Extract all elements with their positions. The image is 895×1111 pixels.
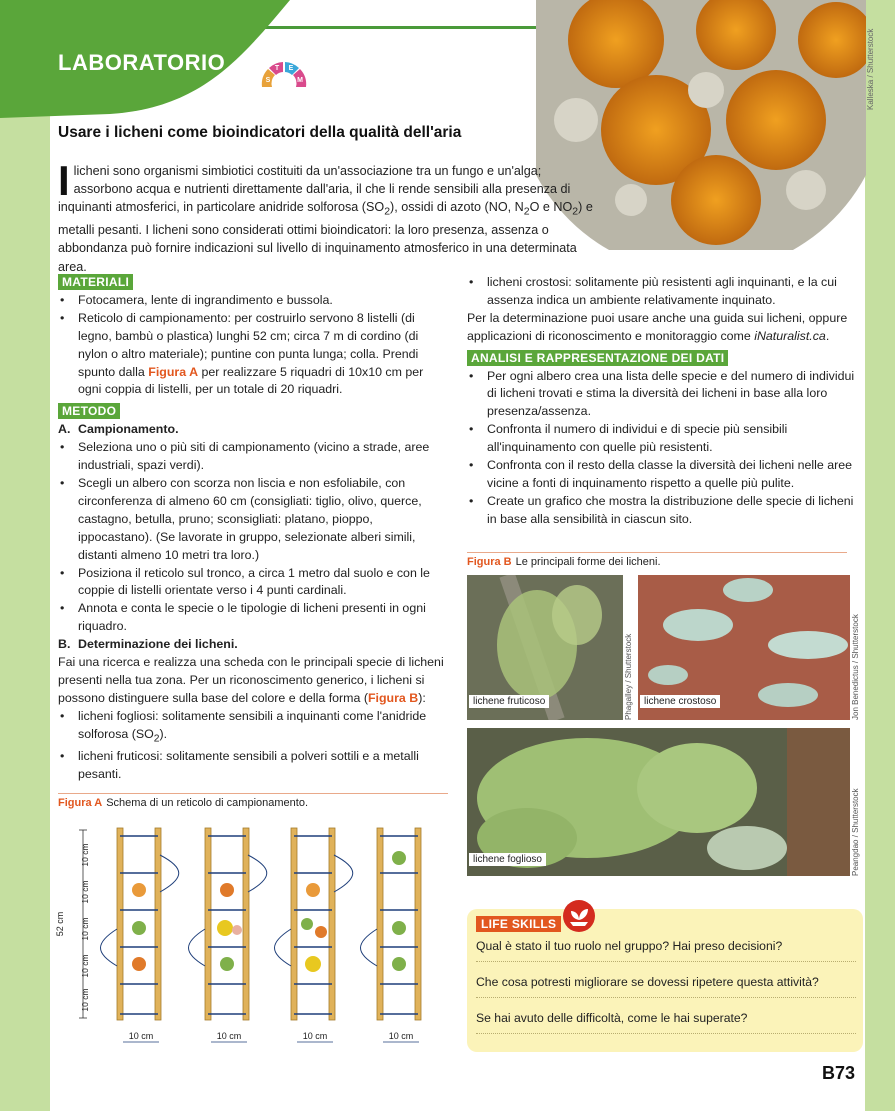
- row-label: 10 cm: [80, 954, 90, 978]
- list-item: • Seleziona uno o più siti di campionamento (vicino a strade, aree industriali, spazi verdi).: [58, 439, 450, 475]
- page-number: B73: [822, 1063, 856, 1083]
- step-b-heading: B. Determinazione dei licheni.: [58, 637, 238, 652]
- list-item: • Annota e conta le specie o le tipologie di licheni presenti in ogni riquadro.: [58, 600, 450, 636]
- lichen-marker: [220, 957, 234, 971]
- lichen-marker: [220, 883, 234, 897]
- lichen-marker: [315, 926, 327, 938]
- photo-label: lichene crostoso: [640, 695, 720, 708]
- stem-letter-e: E: [288, 65, 294, 72]
- list-item: • Create un grafico che mostra la distribuzione delle specie di licheni in base alla sensibilità in ciascun sito.: [467, 493, 857, 529]
- lichen-marker: [305, 956, 321, 972]
- stem-letter-t: T: [274, 65, 280, 72]
- column-width-label: 10 cm: [128, 1031, 154, 1041]
- sampling-grid-diagram: [55, 818, 455, 1058]
- photo-credit: Kalleska / Shutterstock: [866, 28, 875, 110]
- column-width-label: 10 cm: [216, 1031, 242, 1041]
- right-margin-band: [865, 0, 895, 1111]
- figure-a-reference: Figura A: [148, 364, 199, 379]
- drop-cap: I: [58, 157, 70, 204]
- metodo-label: METODO: [58, 403, 120, 419]
- lichen-marker: [306, 883, 320, 897]
- reflection-question: Qual è stato il tuo ruolo nel gruppo? Hai preso decisioni?: [476, 939, 856, 962]
- photo-label: lichene foglioso: [469, 853, 546, 866]
- row-label: 10 cm: [80, 880, 90, 904]
- list-item: • licheni fogliosi: solitamente sensibili a inquinanti come l'anidride solforosa $(SO_2)$.: [58, 708, 450, 748]
- photo-label: lichene fruticoso: [469, 695, 549, 708]
- life-skills-label: LIFE SKILLS: [476, 916, 561, 932]
- lichen-marker: [232, 925, 242, 935]
- lichen-types-list-continued: [467, 274, 857, 310]
- photo-credit: Peangdao / Shutterstock: [851, 788, 860, 876]
- list-item: • Scegli un albero con scorza non liscia e non esfoliabile, con circonferenza di almeno 60 cm (consigliati: tiglio, olivo, querce, castagno, betulla, pruno; sconsigliati: platano, pioppo, ippocastano). (Se lavorate in gruppo, selezionate alberi simili, distanti almeno 10 metri tra loro.): [58, 475, 450, 565]
- lichen-marker: [132, 921, 146, 935]
- right-column: [467, 274, 857, 529]
- list-item: • Reticolo di campionamento: per costruirlo servono 8 listelli (di legno, bambù o plastica) lunghi 52 cm; circa 7 m di cordino (di nylon o altro materiale); puntine con punta lunga; colla. Prendi spunto dalla Figura A per realizzare 5 riquadri di 10x10 cm per ogni coppia di listelli, per un totale di 20 riquadri.: [58, 310, 450, 400]
- reflection-question: Se hai avuto delle difficoltà, come le hai superate?: [476, 1011, 856, 1034]
- row-label: 10 cm: [80, 843, 90, 867]
- figure-a-caption: Figura A Schema di un reticolo di campionamento.: [58, 793, 448, 809]
- determinazione-guide-paragraph: Per la determinazione puoi usare anche una guida sui licheni, oppure applicazioni di riconoscimento e monitoraggio come iNaturalist.ca.: [467, 310, 848, 343]
- figure-b-caption: Figura B Le principali forme dei licheni.: [467, 552, 847, 568]
- materiali-label: MATERIALI: [58, 274, 133, 290]
- plant-hand-icon: [563, 900, 595, 932]
- lichen-marker: [132, 883, 146, 897]
- section-title: LABORATORIO: [58, 50, 226, 75]
- figure-b-reference: Figura B: [367, 690, 419, 705]
- lichen-types-list: [58, 708, 450, 784]
- analisi-label: ANALISI E RAPPRESENTAZIONE DEI DATI: [467, 350, 728, 366]
- foliose-lichen-photo: [467, 728, 850, 876]
- lichen-marker: [392, 851, 406, 865]
- list-item: • Confronta con il resto della classe la diversità dei licheni nelle aree vicine a fonti di inquinamento rispetto a quelle più pulite.: [467, 457, 857, 493]
- row-label: 10 cm: [80, 917, 90, 941]
- lichen-marker: [392, 957, 406, 971]
- reflection-question: Che cosa potresti migliorare se dovessi ripetere questa attività?: [476, 975, 856, 998]
- fruticose-lichen-photo: [467, 575, 623, 720]
- stem-letter-m: M: [297, 77, 303, 84]
- photo-credit: Jon Benedictus / Shutterstock: [851, 614, 860, 720]
- list-item: • Posiziona il reticolo sul tronco, a circa 1 metro dal suolo e con le coppie di listelli orientate verso i 4 punti cardinali.: [58, 565, 450, 601]
- page-title: Usare i licheni come bioindicatori della qualità dell'aria: [58, 124, 462, 141]
- determinazione-paragraph: Fai una ricerca e realizza una scheda con le principali specie di licheni presenti nella tua zona. Per un riconoscimento generico, i licheni si possono distinguere sulla base del colore e della forma (Figura B):: [58, 655, 444, 705]
- lichen-marker: [132, 957, 146, 971]
- lichen-marker: [217, 920, 233, 936]
- list-item: • licheni crostosi: solitamente più resistenti agli inquinanti, e la cui assenza indica un ambiente relativamente inquinato.: [467, 274, 857, 310]
- campionamento-list: [58, 439, 450, 636]
- crustose-lichen-photo: [638, 575, 850, 720]
- list-item: • Confronta il numero di individui e di specie più sensibili all'inquinamento con quelle più resistenti.: [467, 421, 857, 457]
- list-item: • licheni fruticosi: solitamente sensibili a polveri sottili e a metalli pesanti.: [58, 748, 450, 784]
- row-label: 10 cm: [80, 988, 90, 1012]
- lichen-marker: [392, 921, 406, 935]
- stem-letter-s: S: [265, 77, 271, 84]
- column-width-label: 10 cm: [302, 1031, 328, 1041]
- stem-icon: [258, 53, 310, 89]
- lichen-marker: [301, 918, 313, 930]
- list-item: • Fotocamera, lente di ingrandimento e bussola.: [58, 292, 450, 310]
- analisi-list: [467, 368, 857, 529]
- materiali-list: [58, 292, 450, 399]
- step-a-heading: A. Campionamento.: [58, 422, 179, 437]
- photo-credit: Phagalley / Shutterstock: [624, 633, 633, 720]
- height-label: 52 cm: [55, 911, 65, 937]
- column-width-label: 10 cm: [388, 1031, 414, 1041]
- intro-paragraph: Ilicheni sono organismi simbiotici costituiti da un'associazione tra un fungo e un'alga; assorbono acqua e nutrienti direttamente dall'aria, il che li rende sensibili alla presenza di inquinanti atmosferici, in particolare anidride solforosa $(SO_2)$, ossidi di azoto (NO, $N_2O$ e $NO_2$) e metalli pesanti. I licheni sono considerati ottimi bioindicatori: la loro presenza, assenza o abbondanza può fornire indicazioni sul livello di inquinamento atmosferico in una determinata area.: [58, 157, 593, 274]
- left-column: [58, 274, 450, 784]
- list-item: • Per ogni albero crea una lista delle specie e del numero di individui di licheni trovati e stima la diversità dei licheni in base alla loro presenza/assenza.: [467, 368, 857, 422]
- left-margin-band: [0, 0, 50, 1111]
